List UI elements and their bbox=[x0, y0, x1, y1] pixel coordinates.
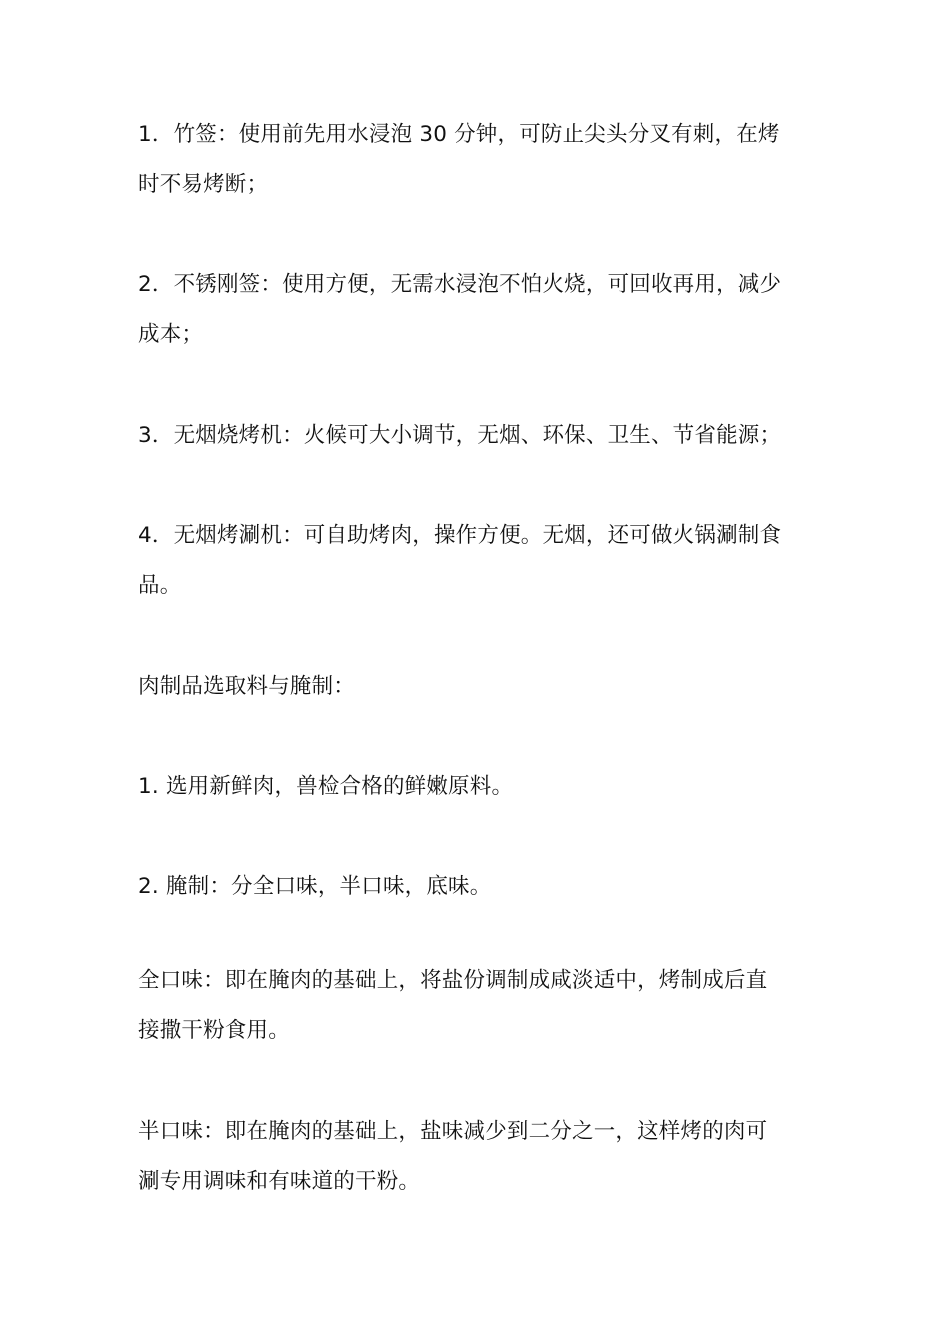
text-line: 品。 bbox=[138, 573, 182, 598]
text-line: 2．不锈刚签：使用方便，无需水浸泡不怕火烧，可回收再用，减少 bbox=[138, 272, 782, 297]
text-line: 时不易烤断； bbox=[138, 172, 269, 197]
section-heading: 肉制品选取料与腌制： bbox=[138, 674, 356, 699]
text-line: 4．无烟烤涮机：可自助烤肉，操作方便。无烟，还可做火锅涮制食 bbox=[138, 523, 782, 548]
text-line: 成本； bbox=[138, 322, 204, 347]
text-line: 1. 选用新鲜肉，兽检合格的鲜嫩原料。 bbox=[138, 774, 514, 799]
text-line: 3．无烟烧烤机：火候可大小调节，无烟、环保、卫生、节省能源； bbox=[138, 423, 782, 448]
text-line: 接撒干粉食用。 bbox=[138, 1018, 290, 1043]
text-line: 涮专用调味和有味道的干粉。 bbox=[138, 1169, 421, 1194]
text-line: 1．竹签：使用前先用水浸泡 30 分钟，可防止尖头分叉有刺，在烤 bbox=[138, 122, 780, 147]
text-line: 2. 腌制：分全口味，半口味，底味。 bbox=[138, 874, 492, 899]
text-line: 半口味：即在腌肉的基础上，盐味减少到二分之一，这样烤的肉可 bbox=[138, 1119, 768, 1144]
text-line: 全口味：即在腌肉的基础上，将盐份调制成咸淡适中，烤制成后直 bbox=[138, 968, 768, 993]
